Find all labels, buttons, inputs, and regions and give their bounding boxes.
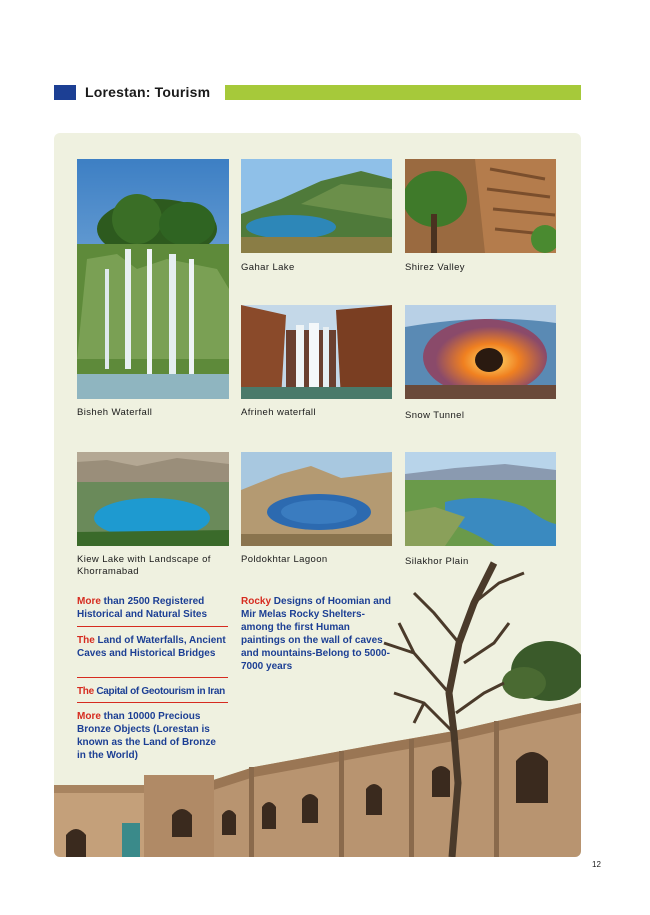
poldokhtar-lagoon-caption: Poldokhtar Lagoon	[241, 554, 328, 565]
fact-highlight: More	[77, 596, 101, 607]
fact-text: Capital of Geotourism in Iran	[93, 686, 225, 697]
header-square	[54, 85, 76, 100]
kiew-lake-photo	[77, 452, 229, 546]
gahar-lake-caption: Gahar Lake	[241, 262, 295, 273]
fact-highlight: The	[77, 686, 94, 697]
silakhor-plain-photo	[405, 452, 556, 546]
page-title: Lorestan: Tourism	[85, 84, 211, 100]
fact-highlight: Rocky	[241, 596, 272, 607]
silakhor-plain-caption: Silakhor Plain	[405, 556, 469, 567]
bisheh-waterfall-caption: Bisheh Waterfall	[77, 407, 153, 418]
shirez-valley-photo	[405, 159, 556, 253]
header-accent-bar	[225, 85, 581, 100]
afrineh-waterfall-photo	[241, 305, 392, 399]
fact-highlight: More	[77, 711, 101, 722]
fact-text: than 2500 Registered Historical and Natural Sites	[77, 596, 208, 620]
shirez-valley-caption: Shirez Valley	[405, 262, 465, 273]
tourism-panel	[54, 133, 581, 857]
page-number: 12	[592, 860, 601, 869]
fact-text: than 10000 Precious Bronze Objects (Lorestan is known as the Land of Bronze in the World)	[77, 711, 216, 761]
fact-text: Land of Waterfalls, Ancient Caves and Historical Bridges	[77, 635, 226, 659]
snow-tunnel-photo	[405, 305, 556, 399]
bisheh-waterfall-photo	[77, 159, 229, 399]
gahar-lake-photo	[241, 159, 392, 253]
afrineh-waterfall-caption: Afrineh waterfall	[241, 407, 316, 418]
kiew-lake-caption: Kiew Lake with Landscape of Khorramabad	[77, 554, 211, 577]
fact-highlight: The	[77, 635, 95, 646]
poldokhtar-lagoon-photo	[241, 452, 392, 546]
snow-tunnel-caption: Snow Tunnel	[405, 410, 465, 421]
fact-text: Designs of Hoomian and Mir Melas Rocky Shelters-among the first Human paintings on the wall of caves and mountains-Belong to 5000-7000 years	[241, 596, 392, 672]
castle-illustration	[54, 553, 581, 857]
